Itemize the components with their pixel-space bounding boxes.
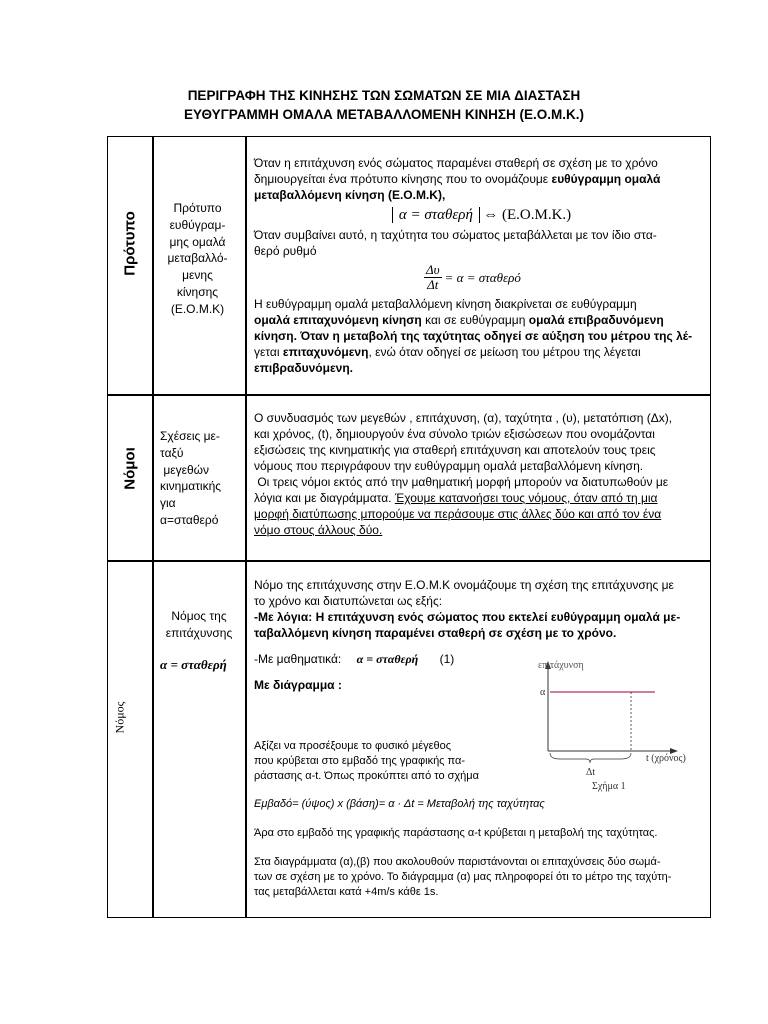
alpha-label: α	[540, 687, 546, 698]
formula: = α = σταθερό	[444, 269, 521, 285]
text-line: μεγεθών	[160, 462, 209, 477]
text-run: λόγια και με διαγράμματα.	[254, 491, 392, 505]
text-run: γεται	[254, 345, 280, 359]
text-run: και σε ευθύγραμμη	[425, 313, 526, 327]
text-line: Ο συνδυασμός των μεγεθών , επιτάχυνση, (α), ταχύτητα , (υ), μετατόπιση (Δx),	[254, 411, 673, 425]
text-line: Πρότυπο	[173, 201, 222, 215]
text-line: μενης	[182, 268, 213, 283]
text-run: -Με μαθηματικά:	[254, 652, 342, 666]
formula: α = σταθερή	[392, 207, 480, 223]
text-line: Σχέσεις με-	[160, 429, 220, 443]
figure-caption: Σχήμα 1	[592, 781, 626, 792]
formula: α = σταθερή	[160, 657, 227, 672]
formula: ⇔ (Ε.Ο.Μ.Κ.)	[483, 207, 572, 223]
prototype-text	[254, 155, 709, 376]
text-line: για	[160, 496, 176, 511]
text-line: Με διάγραμμα :	[254, 678, 342, 692]
text-line: α=σταθερό	[160, 512, 219, 527]
bold-term: ευθύγραμμη ομαλά	[551, 172, 661, 186]
x-axis-label: t (χρόνος)	[646, 753, 686, 764]
page-title-line-2: ΕΥΘΥΓΡΑΜΜΗ ΟΜΑΛΑ ΜΕΤΑΒΑΛΛΟΜΕΝΗ ΚΙΝΗΣΗ (Ε.Ο.Μ.Κ.)	[184, 107, 584, 122]
text-line: Η ευθύγραμμη ομαλά μεταβαλλόμενη κίνηση διακρίνεται σε ευθύγραμμη	[254, 297, 637, 311]
law-formula	[160, 657, 227, 673]
text-line: Οι τρεις νόμοι εκτός από την μαθηματική μορφή μπορούν να διατυπωθούν με	[254, 475, 669, 489]
text-line: θερό ρυθμό	[254, 244, 317, 258]
text-line	[254, 171, 709, 187]
page-title-line-1: ΠΕΡΙΓΡΑΦΗ ΤΗΣ ΚΙΝΗΣΗΣ ΤΩΝ ΣΩΜΑΤΩΝ ΣΕ ΜΙΑ ΔΙΑΣΤΑΣΗ	[187, 88, 581, 103]
text-line: κίνησης	[176, 284, 219, 299]
fraction	[424, 263, 442, 292]
table-divider	[108, 560, 710, 562]
text-line: το χρόνο και διατυπώνεται ως εξής:	[254, 594, 443, 608]
text-line: επιτάχυνσης	[165, 625, 233, 640]
text-line: ράστασης α-t. Όπως προκύπτει από το σχήμα	[254, 770, 479, 782]
bold-term: ομαλά επιταχυνόμενη κίνηση	[254, 313, 422, 327]
text-line: Όταν η επιτάχυνση ενός σώματος παραμένει σταθερή σε σχέση με το χρόνο	[254, 156, 658, 170]
text-line: Άρα στο εμβαδό της γραφικής παράστασης α-t κρύβεται η μεταβολή της ταχύτητας.	[254, 827, 658, 839]
text-line: επιβραδυνόμενη.	[254, 361, 353, 375]
text-line: Όταν συμβαίνει αυτό, η ταχύτητα του σώματος μεταβάλλεται με τον ίδιο στα-	[254, 228, 657, 242]
formula: α = σταθερή	[356, 652, 419, 666]
bold-term: ομαλά επιβραδυνόμενη	[528, 313, 664, 327]
text-line: ευθύγραμ-	[169, 217, 226, 232]
row-label-prototype: Πρότυπο	[121, 211, 139, 276]
text-line: μεταβαλλόμενη κίνηση (Ε.Ο.Μ.Κ),	[254, 188, 446, 202]
laws-text	[254, 410, 709, 538]
bold-term: επιταχυνόμενη	[282, 345, 369, 359]
underlined-text: Έχουμε κατανοήσει τους νόμους, όταν από τη μια	[394, 491, 658, 505]
fraction-denominator: Δt	[427, 277, 439, 292]
text-line	[254, 490, 709, 506]
acceleration-time-graph	[510, 655, 710, 795]
text-run: , ενώ όταν οδηγεί σε μείωση του μέτρου της λέγεται	[368, 345, 641, 359]
text-line: Αξίζει να προσέξουμε το φυσικό μέγεθος	[254, 740, 452, 752]
table-divider	[245, 137, 247, 917]
text-line: που κρύβεται στο εμβαδό της γραφικής πα-	[254, 755, 465, 767]
text-line: τας μεταβάλλεται κατά +4m/s κάθε 1s.	[254, 886, 439, 898]
text-line: ταξύ	[160, 445, 184, 460]
text-line: κίνηση. Όταν η μεταβολή της ταχύτητας οδηγεί σε αύξηση του μέτρου της λέ-	[254, 329, 693, 343]
text-run: -Με λόγια:	[254, 610, 313, 624]
interval-brace	[550, 753, 631, 763]
text-line	[254, 344, 709, 360]
text-line: νόμο στους άλλους δύο.	[254, 523, 383, 537]
text-line: νόμους που περιγράφουν την ευθύγραμμη ομαλά μεταβαλλόμενη κίνηση.	[254, 459, 644, 473]
text-line: εξισώσεις της κινηματικής για σταθερή επιτάχυνση και αποτελούν τους τρεις	[254, 443, 656, 457]
prototype-description	[155, 200, 240, 318]
text-line: (Ε.Ο.Μ.Κ)	[170, 301, 225, 316]
law-of-acceleration-title	[155, 608, 243, 642]
text-line: Στα διαγράμματα (α),(β) που ακολουθούν παριστάνονται οι επιταχύνσεις δύο σωμά-	[254, 856, 661, 868]
text-line: των σε σχέση με το χρόνο. Το διάγραμμα (α) μας πληροφορεί ότι το μέτρο της ταχύτη-	[254, 871, 672, 883]
text-line: ταβαλλόμενη κίνηση παραμένει σταθερή σε σχέση με το χρόνο.	[254, 626, 617, 640]
y-axis-label: επιτάχυνση	[538, 660, 584, 671]
text-line: Νόμο της επιτάχυνσης στην Ε.Ο.Μ.Κ ονομάζουμε τη σχέση της επιτάχυνσης με	[254, 578, 674, 592]
text-line: και χρόνος, (t), δημιουργούν ένα σύνολο τριών εξισώσεων που ονομάζονται	[254, 427, 655, 441]
dt-label: Δt	[586, 767, 596, 778]
text-line: κινηματικής	[160, 479, 222, 494]
formula-rate	[424, 263, 709, 292]
text-run: δημιουργείται ένα πρότυπο κίνησης που το ονομάζουμε	[254, 172, 549, 186]
equation-number: (1)	[439, 652, 455, 666]
table-divider	[152, 137, 154, 917]
row-label-laws: Νόμοι	[121, 447, 139, 490]
text-line: μεταβαλλό-	[167, 251, 228, 266]
text-line: μορφή διατύπωσης μπορούμε να περάσουμε στις άλλες δύο και από τον ένα	[254, 507, 662, 521]
row-label-law: Νόμος	[112, 701, 127, 734]
laws-description	[160, 428, 245, 529]
text-line	[254, 312, 709, 328]
text-line: Εμβαδό= (ύψος) x (βάση)= α · Δt = Μεταβολή της ταχύτητας	[254, 798, 545, 810]
fraction-numerator: Δυ	[426, 262, 440, 277]
text-run: Η επιτάχυνση ενός σώματος που εκτελεί ευθύγραμμη ομαλά με-	[315, 610, 681, 624]
area-conclusion	[254, 797, 709, 900]
area-note	[254, 739, 494, 784]
text-line	[254, 609, 709, 625]
text-line: μης ομαλά	[169, 234, 226, 249]
text-line: Νόμος της	[171, 609, 227, 623]
table-divider	[108, 394, 710, 396]
formula-constant-acceleration	[254, 207, 709, 223]
